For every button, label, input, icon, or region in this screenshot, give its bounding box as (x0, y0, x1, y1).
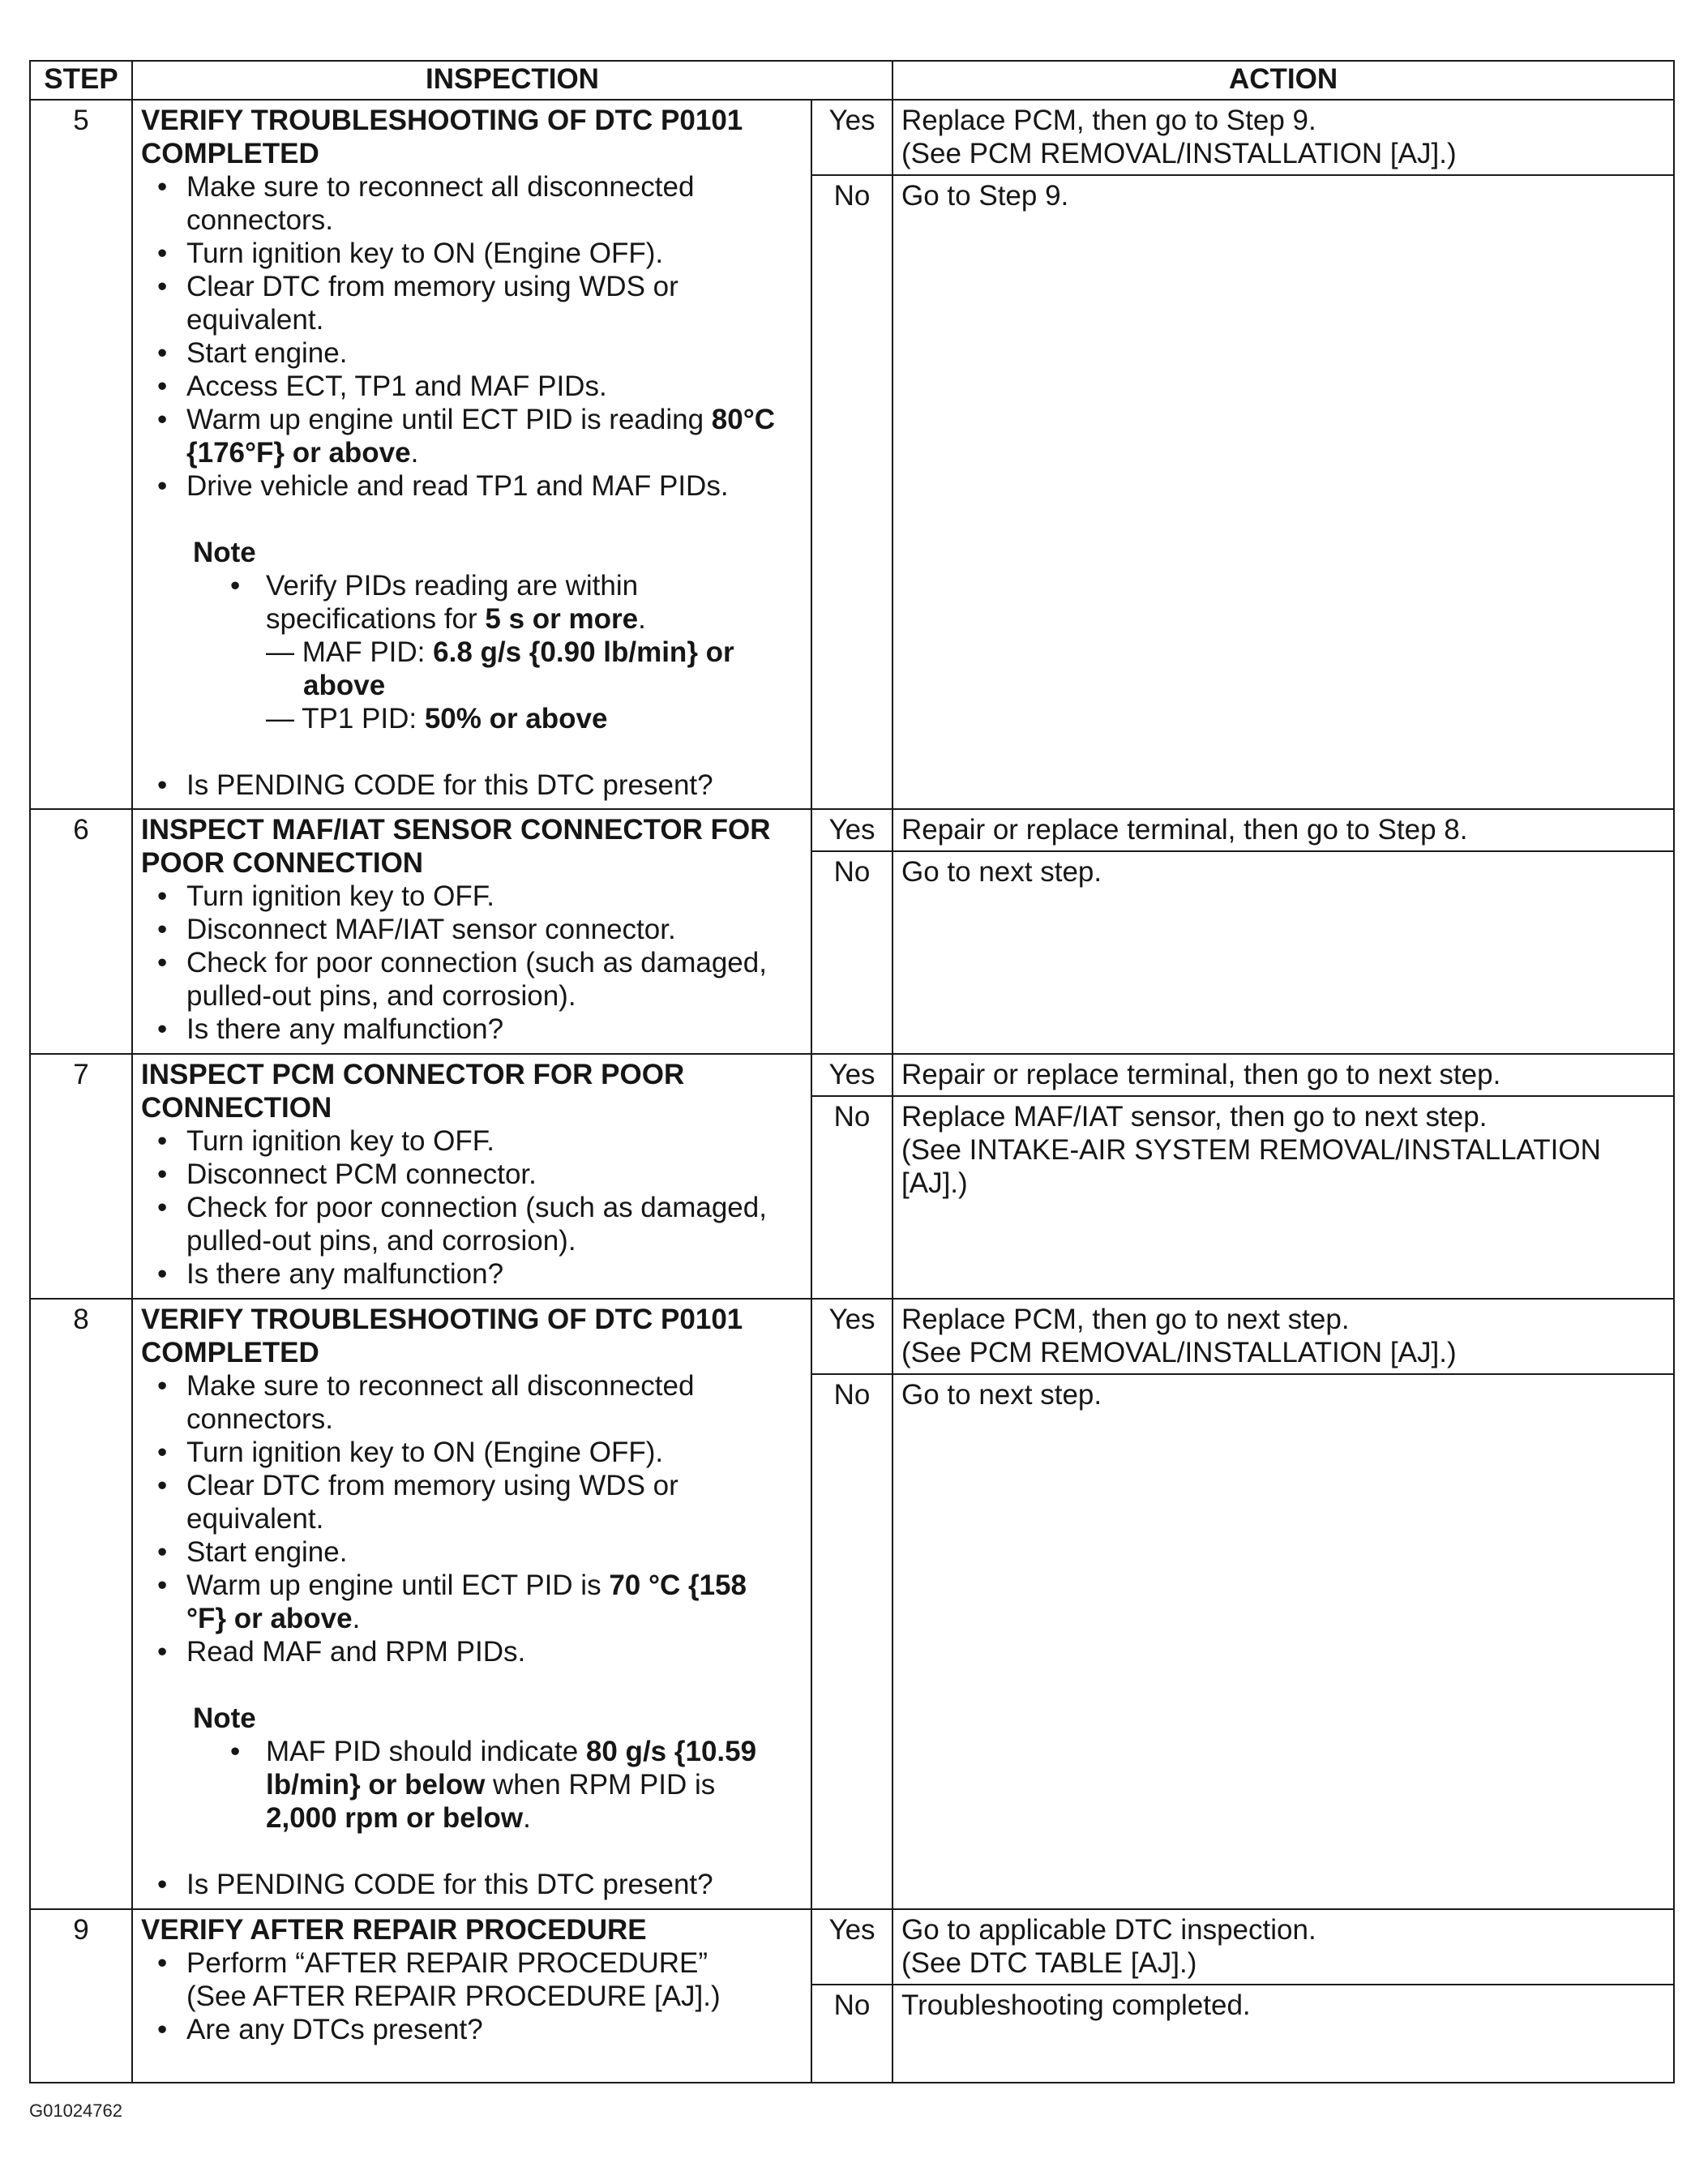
note-title: Note (193, 1702, 256, 1734)
list-item: • Is PENDING CODE for this DTC present? (157, 769, 803, 802)
yes-action: Repair or replace terminal, then go to next step. (893, 1054, 1674, 1096)
list-item: • Warm up engine until ECT PID is 70 °C {158 °F} or above. (157, 1569, 803, 1635)
table-row (30, 100, 1674, 175)
list-item: • Clear DTC from memory using WDS or equivalent. (157, 1469, 803, 1535)
table-row (30, 1909, 1674, 1985)
table-row (30, 1054, 1674, 1096)
list-item: • Is there any malfunction? (157, 1013, 803, 1046)
note-title: Note (193, 537, 256, 568)
yes-action: Repair or replace terminal, then go to Step 8. (893, 809, 1674, 851)
no-action: Go to Step 9. (893, 175, 1674, 809)
list-item: • Access ECT, TP1 and MAF PIDs. (157, 370, 803, 403)
list-item: • Disconnect MAF/IAT sensor connector. (157, 913, 803, 946)
step-title: INSPECT PCM CONNECTOR FOR POOR CONNECTION (141, 1059, 685, 1124)
table-row (30, 809, 1674, 851)
list-item: • Turn ignition key to OFF. (157, 880, 803, 913)
step-title: VERIFY AFTER REPAIR PROCEDURE (141, 1914, 647, 1946)
inspection-cell (132, 1299, 811, 1909)
table-header-row (30, 61, 1674, 100)
yes-label: Yes (811, 809, 893, 851)
step-title: VERIFY TROUBLESHOOTING OF DTC P0101 COMPLETED (141, 105, 743, 169)
step-number: 8 (30, 1299, 132, 1909)
list-item: • Perform “AFTER REPAIR PROCEDURE” (See AFTER REPAIR PROCEDURE [AJ].) (157, 1946, 803, 2013)
yes-label: Yes (811, 1299, 893, 1374)
list-item: • Drive vehicle and read TP1 and MAF PIDs. (157, 469, 803, 503)
no-action: Go to next step. (893, 1374, 1674, 1909)
header-action: ACTION (893, 61, 1674, 100)
yes-action: Replace PCM, then go to next step. (See PCM REMOVAL/INSTALLATION [AJ].) (893, 1299, 1674, 1374)
list-item: • Check for poor connection (such as damaged, pulled-out pins, and corrosion). (157, 946, 803, 1013)
list-item: • Disconnect PCM connector. (157, 1158, 803, 1191)
step-number: 6 (30, 809, 132, 1054)
list-item: • Make sure to reconnect all disconnected connectors. (157, 170, 803, 237)
list-item: • Clear DTC from memory using WDS or equivalent. (157, 270, 803, 336)
yes-label: Yes (811, 100, 893, 175)
yes-action: Replace PCM, then go to Step 9. (See PCM REMOVAL/INSTALLATION [AJ].) (893, 100, 1674, 175)
step-number: 9 (30, 1909, 132, 2083)
no-action: Go to next step. (893, 851, 1674, 1054)
note-block (141, 1702, 803, 1835)
step-title: INSPECT MAF/IAT SENSOR CONNECTOR FOR POOR CONNECTION (141, 814, 771, 879)
inspection-cell (132, 1054, 811, 1299)
table-row (30, 1299, 1674, 1374)
yes-label: Yes (811, 1054, 893, 1096)
no-label: No (811, 1374, 893, 1909)
list-item: • Make sure to reconnect all disconnected connectors. (157, 1369, 803, 1436)
list-item: • Start engine. (157, 336, 803, 370)
step-number: 5 (30, 100, 132, 809)
list-item: • Start engine. (157, 1535, 803, 1569)
no-action: Replace MAF/IAT sensor, then go to next step. (See INTAKE-AIR SYSTEM REMOVAL/INSTALLATION [AJ].) (893, 1096, 1674, 1299)
note-item: • Verify PIDs reading are within specifications for 5 s or more. — MAF PID: 6.8 g/s {0.90 lb/min} or above — TP1 PID: 50% or above (229, 569, 803, 735)
note-item: • MAF PID should indicate 80 g/s {10.59 lb/min} or below when RPM PID is 2,000 rpm or below. (229, 1735, 803, 1835)
inspection-cell (132, 100, 811, 809)
yes-label: Yes (811, 1909, 893, 1985)
list-item: • Warm up engine until ECT PID is reading 80°C {176°F} or above. (157, 403, 803, 469)
list-item: • Turn ignition key to ON (Engine OFF). (157, 1436, 803, 1469)
yes-action: Go to applicable DTC inspection. (See DTC TABLE [AJ].) (893, 1909, 1674, 1985)
header-inspection: INSPECTION (132, 61, 893, 100)
figure-id: G01024762 (29, 2100, 122, 2121)
no-action: Troubleshooting completed. (893, 1985, 1674, 2083)
list-item: • Turn ignition key to OFF. (157, 1124, 803, 1158)
list-item: • Check for poor connection (such as damaged, pulled-out pins, and corrosion). (157, 1191, 803, 1257)
step-title: VERIFY TROUBLESHOOTING OF DTC P0101 COMPLETED (141, 1304, 743, 1368)
no-label: No (811, 1096, 893, 1299)
header-step: STEP (30, 61, 132, 100)
no-label: No (811, 1985, 893, 2083)
note-block (141, 536, 803, 735)
bullet-list (141, 170, 803, 503)
inspection-cell (132, 1909, 811, 2083)
no-label: No (811, 851, 893, 1054)
list-item: • Read MAF and RPM PIDs. (157, 1635, 803, 1668)
troubleshooting-table (29, 60, 1675, 2083)
list-item: • Turn ignition key to ON (Engine OFF). (157, 237, 803, 270)
list-item: • Are any DTCs present? (157, 2013, 803, 2046)
list-item: • Is there any malfunction? (157, 1257, 803, 1291)
step-number: 7 (30, 1054, 132, 1299)
list-item: • Is PENDING CODE for this DTC present? (157, 1868, 803, 1901)
inspection-cell (132, 809, 811, 1054)
no-label: No (811, 175, 893, 809)
